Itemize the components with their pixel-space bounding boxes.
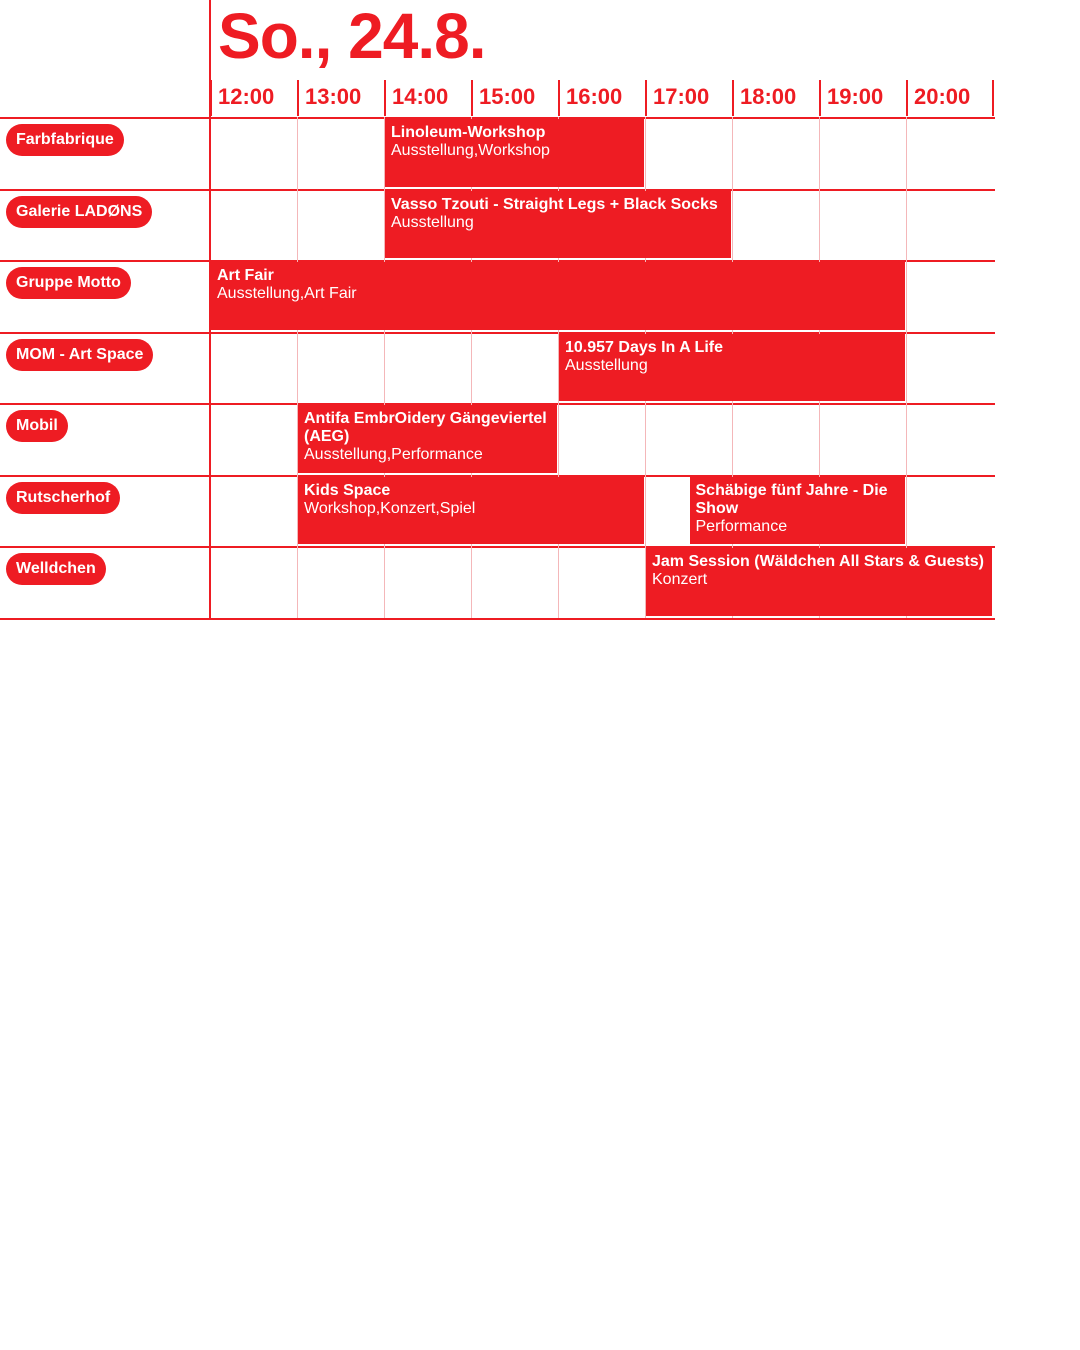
event-categories: Konzert	[652, 571, 708, 588]
venue-name-pill[interactable]: Welldchen	[6, 553, 106, 585]
day-title: So., 24.8.	[218, 0, 486, 72]
event-block[interactable]	[211, 262, 905, 330]
event-title: Antifa EmbrOidery Gängeviertel (AEG)	[304, 410, 547, 445]
event-categories: Ausstellung	[391, 213, 474, 231]
event-categories: Ausstellung,Workshop	[391, 142, 550, 159]
hour-label: 20:00	[914, 84, 971, 109]
event-block[interactable]	[298, 405, 557, 473]
event-categories: Ausstellung,Performance	[304, 446, 483, 463]
event-title: Kids Space	[304, 481, 391, 499]
hour-column-header	[906, 80, 994, 116]
event-block[interactable]	[298, 477, 644, 545]
hour-column-header	[297, 80, 384, 116]
event-block[interactable]	[385, 191, 731, 259]
schedule-grid	[0, 0, 1080, 640]
hour-column-header	[732, 80, 819, 116]
event-categories: Ausstellung	[565, 356, 648, 374]
venue-name-pill[interactable]: Rutscherhof	[6, 482, 120, 514]
event-block[interactable]	[690, 477, 906, 545]
hour-column-header	[558, 80, 645, 116]
hour-label: 17:00	[653, 84, 710, 109]
hour-label: 14:00	[392, 84, 449, 109]
event-block[interactable]	[646, 548, 992, 616]
event-title: Linoleum-Workshop	[391, 124, 546, 141]
hour-column-header	[819, 80, 906, 116]
hour-label: 19:00	[827, 84, 884, 109]
hour-label: 15:00	[479, 84, 536, 109]
event-title: 10.957 Days In A Life	[565, 338, 723, 356]
event-title: Jam Session (Wäldchen All Stars & Guests)	[652, 553, 984, 570]
event-block[interactable]	[385, 119, 644, 187]
hour-label: 12:00	[218, 84, 275, 109]
hour-label: 16:00	[566, 84, 623, 109]
venue-name-pill[interactable]: Galerie LADØNS	[6, 196, 152, 228]
venue-name-pill[interactable]: MOM - Art Space	[6, 339, 153, 371]
hour-gridline	[906, 117, 907, 618]
hour-label: 13:00	[305, 84, 362, 109]
event-categories: Performance	[695, 517, 788, 535]
venue-name-pill[interactable]: Gruppe Motto	[6, 267, 131, 299]
hour-label: 18:00	[740, 84, 797, 109]
event-block[interactable]	[559, 334, 905, 402]
venue-name-pill[interactable]: Farbfabrique	[6, 124, 124, 156]
event-title: Vasso Tzouti - Straight Legs + Black Socks	[391, 195, 718, 213]
hour-column-header	[210, 80, 297, 116]
hour-column-header	[471, 80, 558, 116]
row-divider	[0, 618, 995, 620]
event-categories: Workshop,Konzert,Spiel	[304, 499, 476, 517]
venue-name-pill[interactable]: Mobil	[6, 410, 68, 442]
hour-column-header	[384, 80, 471, 116]
event-title: Art Fair	[217, 267, 274, 284]
hour-column-header	[645, 80, 732, 116]
event-title: Schäbige fünf Jahre - Die Show	[695, 481, 888, 517]
event-categories: Ausstellung,Art Fair	[217, 285, 357, 302]
